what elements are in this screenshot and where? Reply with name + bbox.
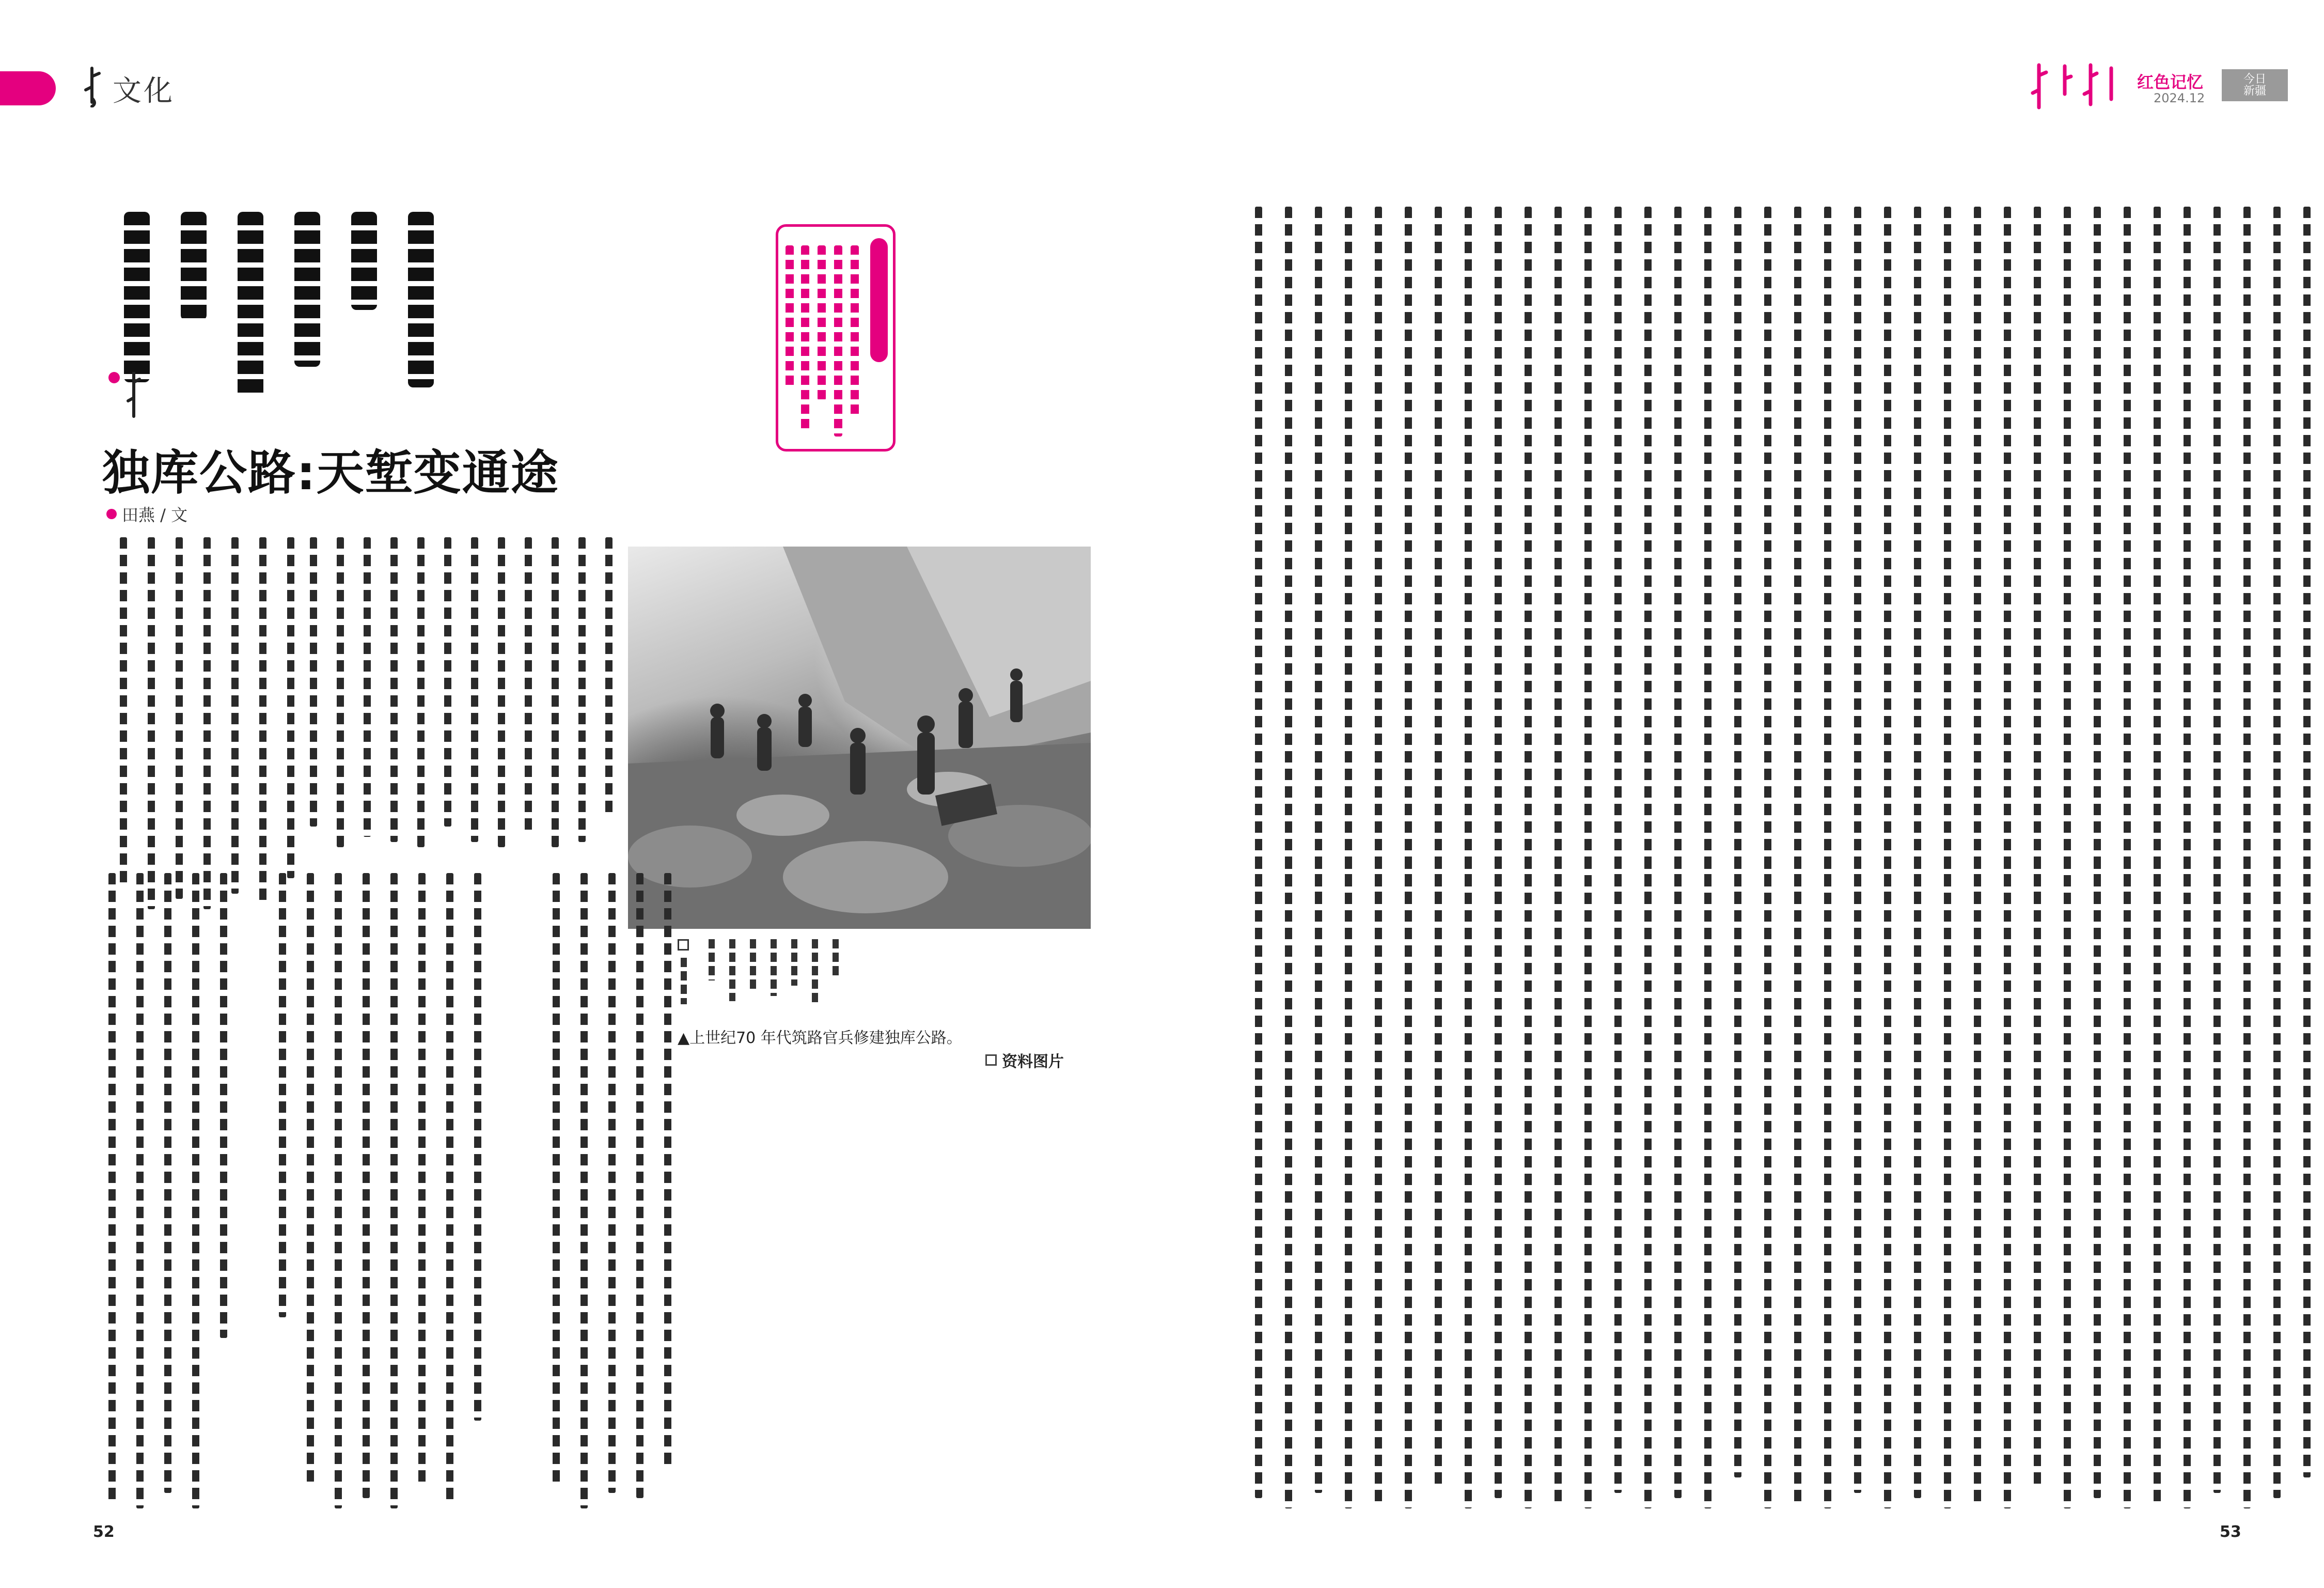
- photo-illustration: [628, 547, 1091, 929]
- summary-box-title: [870, 238, 888, 362]
- road-construction-photo: [628, 547, 1091, 929]
- body-text-right-lower: [1255, 858, 2314, 1508]
- body-text-left-intro: [120, 537, 295, 909]
- mongolian-name-glyph: [126, 372, 142, 418]
- section-title: 文化: [113, 74, 175, 108]
- column-title-mongolian: [2029, 63, 2122, 110]
- square-icon: [985, 1054, 997, 1066]
- photo-caption-chinese: ▲上世纪70 年代筑路官兵修建独库公路。: [678, 1029, 962, 1047]
- mongolian-headline: [124, 212, 454, 398]
- body-text-right-upper: [1255, 207, 2314, 899]
- issue-date: 2024.12: [2154, 91, 2205, 105]
- bullet-icon: [106, 509, 117, 519]
- bullet-icon: [108, 372, 120, 383]
- magazine-logo: 今日 新疆: [2222, 69, 2288, 101]
- pink-tab-icon: [0, 71, 56, 105]
- photo-credit-text: 资料图片: [1002, 1053, 1064, 1071]
- body-text-left-lower: [108, 873, 677, 1508]
- page-number-right: 53: [2220, 1523, 2241, 1541]
- photo-caption-mongolian: [678, 939, 853, 1022]
- byline-text: 田燕 / 文: [122, 505, 188, 525]
- column-title: 红色记忆: [2137, 72, 2204, 92]
- headline-chinese: 独库公路:天堑变通途: [102, 445, 559, 501]
- section-mongolian-mark: [82, 66, 102, 107]
- summary-box: [776, 224, 896, 452]
- page-number-left: 52: [93, 1523, 115, 1541]
- body-text-left-upper: [310, 537, 620, 847]
- byline: [106, 502, 187, 526]
- photo-credit: [985, 1049, 1064, 1071]
- author-mongolian-byline: [108, 372, 139, 418]
- right-page: [1162, 0, 2324, 1588]
